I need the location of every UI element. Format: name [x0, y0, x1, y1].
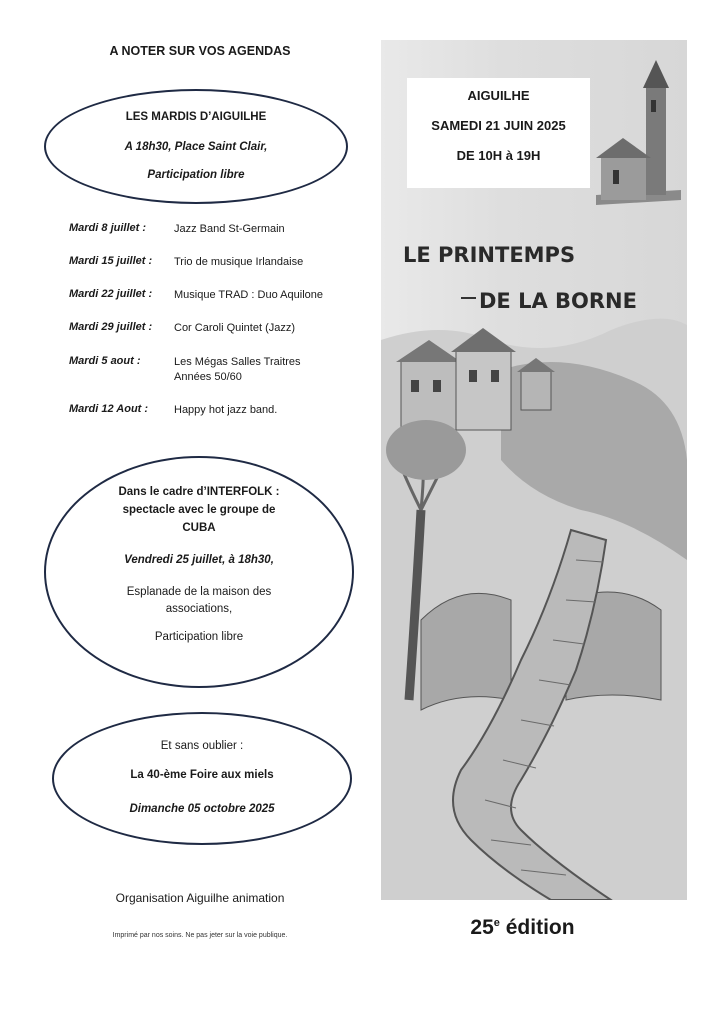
mardis-time-place: A 18h30, Place Saint Clair,	[124, 141, 268, 153]
schedule-activity: Les Mégas Salles Traitres Années 50/60	[174, 356, 301, 383]
mardis-participation: Participation libre	[147, 169, 245, 181]
interfolk-line1: Dans le cadre d’INTERFOLK :	[118, 486, 280, 498]
page-header: A NOTER SUR VOS AGENDAS	[109, 44, 291, 58]
mardis-oval	[44, 89, 348, 204]
foire-date: Dimanche 05 octobre 2025	[129, 803, 275, 815]
interfolk-date: Vendredi 25 juillet, à 18h30,	[124, 554, 274, 566]
interfolk-participation: Participation libre	[154, 631, 244, 643]
schedule-activity: Musique TRAD : Duo Aquilone	[174, 289, 323, 301]
poster-hours: DE 10H à 19H	[456, 148, 541, 163]
interfolk-line3: CUBA	[182, 522, 216, 534]
foire-intro: Et sans oublier :	[160, 740, 244, 752]
poster-title-line1: LE PRINTEMPS	[403, 243, 576, 267]
schedule-activity: Jazz Band St-Germain	[174, 223, 285, 235]
schedule-date: Mardi 12 Aout :	[69, 403, 149, 415]
poster-town: AIGUILHE	[467, 88, 530, 103]
interfolk-line2: spectacle avec le groupe de	[122, 504, 276, 516]
schedule-date: Mardi 29 juillet :	[69, 321, 153, 333]
schedule-date: Mardi 22 juillet :	[69, 288, 153, 300]
foire-title: La 40-ème Foire aux miels	[130, 769, 274, 781]
organisation-text: Organisation Aiguilhe animation	[115, 891, 285, 905]
edition-number: 25	[470, 916, 494, 939]
schedule-activity: Cor Caroli Quintet (Jazz)	[174, 322, 296, 334]
interfolk-place2: associations,	[165, 603, 233, 615]
foire-oval	[52, 712, 352, 845]
schedule-activity: Trio de musique Irlandaise	[174, 256, 304, 268]
schedule-activity: Happy hot jazz band.	[174, 404, 278, 416]
schedule-date: Mardi 8 juillet :	[69, 222, 147, 234]
chapel-drawing	[596, 60, 681, 205]
wall-left	[421, 593, 511, 710]
poster-info-box	[407, 78, 590, 188]
poster-title-line2: DE LA BORNE	[479, 289, 637, 313]
poster-date: SAMEDI 21 JUIN 2025	[431, 118, 566, 133]
mardis-title: LES MARDIS D’AIGUILHE	[125, 111, 267, 123]
footnote: Imprimé par nos soins. Ne pas jeter sur la voie publique.	[112, 932, 288, 939]
interfolk-place1: Esplanade de la maison des	[126, 586, 272, 598]
edition-label	[440, 916, 605, 940]
schedule-date: Mardi 15 juillet :	[69, 255, 153, 267]
edition-suffix: e	[493, 917, 500, 929]
interfolk-oval	[44, 456, 354, 688]
schedule-date: Mardi 5 aout :	[69, 355, 141, 367]
edition-word: édition	[505, 916, 575, 939]
